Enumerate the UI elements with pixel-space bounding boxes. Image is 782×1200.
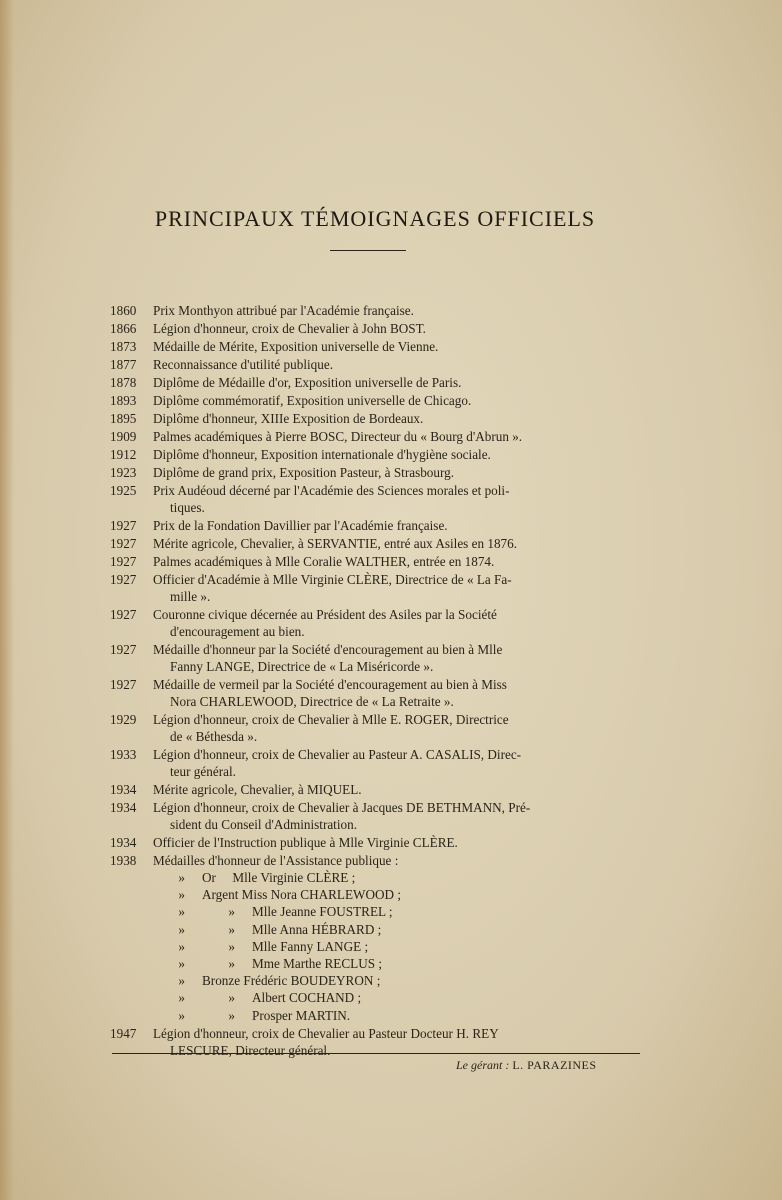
entry-line: Reconnaissance d'utilité publique.	[153, 357, 333, 372]
ditto-mark: »	[178, 904, 185, 920]
medal-text: Mme Marthe RECLUS ;	[252, 956, 383, 972]
entry-text	[153, 606, 640, 640]
entry-line-continued: Nora CHARLEWOOD, Directrice de « La Retraite ».	[170, 694, 454, 709]
entry-text	[153, 517, 640, 534]
medal-item	[110, 938, 640, 955]
entry-line: Médaille de Mérite, Exposition universelle de Vienne.	[153, 339, 439, 354]
medal-item	[110, 869, 640, 886]
medal-text: Prosper MARTIN.	[252, 1007, 351, 1023]
entry-year: 1927	[110, 642, 137, 657]
medal-item	[110, 886, 640, 903]
page-title: PRINCIPAUX TÉMOIGNAGES OFFICIELS	[154, 206, 596, 231]
entry-year: 1909	[110, 429, 137, 444]
medal-item	[110, 955, 640, 972]
entry-line: Officier d'Académie à Mlle Virginie CLÈRE, Directrice de « La Fa-	[153, 572, 512, 587]
entry-text	[153, 356, 640, 373]
ditto-mark: »	[178, 870, 185, 885]
ditto-mark: »	[228, 938, 235, 954]
entry-line: Légion d'honneur, croix de Chevalier au Pasteur Docteur H. REY	[153, 1025, 499, 1041]
entry-text	[153, 834, 640, 851]
entry-text	[153, 464, 640, 481]
entry-year: 1866	[110, 321, 137, 336]
entry-text	[153, 374, 640, 391]
entry-year: 1860	[110, 303, 137, 318]
entry-line: Prix Audéoud décerné par l'Académie des Sciences morales et poli-	[153, 483, 510, 498]
entry-year: 1947	[110, 1025, 137, 1041]
ditto-mark: »	[228, 956, 235, 972]
entry-line: Diplôme d'honneur, XIIIe Exposition de Bordeaux.	[153, 411, 424, 426]
entry-text	[153, 302, 640, 319]
entry-year: 1877	[110, 357, 137, 372]
entry-line-continued: teur général.	[170, 764, 236, 779]
entry-line: Médailles d'honneur de l'Assistance publique :	[153, 853, 399, 868]
entry-line: Légion d'honneur, croix de Chevalier à Mlle E. ROGER, Directrice	[153, 712, 509, 727]
entry-year: 1929	[110, 712, 137, 727]
awards-list	[110, 301, 640, 1059]
entry-year: 1934	[110, 782, 137, 797]
medal-item	[110, 989, 640, 1006]
ditto-mark: »	[228, 1007, 235, 1023]
entry-line: Officier de l'Instruction publique à Mlle Virginie CLÈRE.	[153, 835, 458, 850]
list-item	[110, 571, 640, 605]
medal-item	[110, 921, 640, 938]
list-item	[110, 535, 640, 552]
entry-line-continued: tiques.	[170, 500, 205, 515]
entry-text	[153, 446, 640, 463]
entry-line: Légion d'honneur, croix de Chevalier à John BOST.	[153, 321, 426, 336]
entry-text	[153, 711, 640, 745]
ditto-mark: »	[178, 990, 185, 1006]
entry-text	[153, 571, 640, 605]
entry-line: Légion d'honneur, croix de Chevalier au Pasteur A. CASALIS, Direc-	[153, 747, 522, 762]
entry-line: Palmes académiques à Pierre BOSC, Directeur du « Bourg d'Abrun ».	[153, 429, 523, 444]
entry-line-continued: mille ».	[170, 589, 211, 604]
entry-line: Légion d'honneur, croix de Chevalier à Jacques DE BETHMANN, Pré-	[153, 800, 531, 815]
entry-text	[153, 852, 640, 869]
entry-line-continued: sident du Conseil d'Administration.	[170, 817, 357, 832]
entry-text	[153, 676, 640, 710]
medal-item	[110, 903, 640, 920]
list-item	[110, 338, 640, 355]
entry-text	[153, 338, 640, 355]
entry-line: Prix Monthyon attribué par l'Académie française.	[153, 303, 414, 318]
entry-line: Diplôme commémoratif, Exposition universelle de Chicago.	[153, 393, 472, 408]
medal-item	[110, 1007, 640, 1024]
list-item	[110, 302, 640, 319]
entry-line: Palmes académiques à Mlle Coralie WALTHER, entrée en 1874.	[153, 554, 495, 569]
medal-item	[110, 972, 640, 989]
entry-year: 1927	[110, 607, 137, 622]
entry-year: 1938	[110, 853, 137, 868]
medal-text: Argent Miss Nora CHARLEWOOD ;	[202, 887, 402, 903]
footer-name: L. PARAZINES	[512, 1058, 597, 1072]
footer-label: Le gérant :	[456, 1058, 510, 1072]
entry-line: Prix de la Fondation Davillier par l'Académie française.	[153, 518, 448, 533]
entry-text	[153, 641, 640, 675]
list-item	[110, 410, 640, 427]
entry-line: Médaille d'honneur par la Société d'encouragement au bien à Mlle	[153, 642, 503, 657]
entry-line: Médaille de vermeil par la Société d'encouragement au bien à Miss	[153, 677, 507, 692]
list-item	[110, 320, 640, 337]
ditto-mark: »	[178, 1007, 185, 1023]
entry-line: Diplôme de grand prix, Exposition Pasteur, à Strasbourg.	[153, 465, 455, 480]
medal-text: Mlle Jeanne FOUSTREL ;	[252, 904, 393, 920]
entry-line: Diplôme d'honneur, Exposition internationale d'hygiène sociale.	[153, 447, 491, 462]
entry-text	[153, 482, 640, 516]
list-item	[110, 464, 640, 481]
list-item	[110, 606, 640, 640]
list-item	[110, 482, 640, 516]
entry-year: 1933	[110, 747, 137, 762]
entry-year: 1927	[110, 572, 137, 587]
entry-text	[153, 799, 640, 833]
list-item	[110, 834, 640, 851]
ditto-mark: »	[178, 921, 185, 937]
entry-line-continued: d'encouragement au bien.	[170, 624, 305, 639]
list-item	[110, 676, 640, 710]
entry-year: 1934	[110, 800, 137, 815]
entry-text	[153, 781, 640, 798]
footer	[456, 1058, 597, 1073]
entry-year: 1927	[110, 518, 137, 533]
entry-line-continued: Fanny LANGE, Directrice de « La Miséricorde ».	[170, 659, 434, 674]
entry-year: 1925	[110, 483, 137, 498]
list-item	[110, 392, 640, 409]
entry-text	[153, 746, 640, 780]
entry-year: 1927	[110, 677, 137, 692]
ditto-mark: »	[228, 904, 235, 920]
entry-year: 1927	[110, 536, 137, 551]
entry-year: 1923	[110, 465, 137, 480]
footer-rule	[112, 1053, 640, 1054]
ditto-mark: »	[228, 990, 235, 1006]
ditto-mark: »	[178, 887, 185, 903]
list-item	[110, 553, 640, 570]
entry-line: Diplôme de Médaille d'or, Exposition universelle de Paris.	[153, 375, 462, 390]
ditto-mark: »	[178, 973, 185, 989]
medal-text: Albert COCHAND ;	[252, 990, 362, 1006]
entry-line: Mérite agricole, Chevalier, à MIQUEL.	[153, 782, 362, 797]
ditto-mark: »	[228, 921, 235, 937]
entry-line-continued: LESCURE, Directeur général.	[170, 1042, 331, 1058]
medal-text: Bronze Frédéric BOUDEYRON ;	[202, 973, 381, 989]
entry-text	[153, 553, 640, 570]
entry-year: 1873	[110, 339, 137, 354]
entry-text	[153, 320, 640, 337]
entry-year: 1912	[110, 447, 137, 462]
entry-year: 1927	[110, 554, 137, 569]
entry-text	[153, 410, 640, 427]
medal-text: Or Mlle Virginie CLÈRE ;	[202, 870, 356, 885]
list-item	[110, 799, 640, 833]
entry-line: Mérite agricole, Chevalier, à SERVANTIE, entré aux Asiles en 1876.	[153, 536, 518, 551]
title-underline	[330, 250, 406, 251]
ditto-mark: »	[178, 938, 185, 954]
entry-year: 1878	[110, 375, 137, 390]
list-item	[110, 517, 640, 534]
list-item	[110, 374, 640, 391]
list-item	[110, 356, 640, 373]
paper-edge	[0, 0, 14, 1200]
entry-year: 1934	[110, 835, 137, 850]
entry-line-continued: de « Béthesda ».	[170, 729, 258, 744]
list-item	[110, 446, 640, 463]
entry-year: 1893	[110, 393, 137, 408]
list-item	[110, 781, 640, 798]
list-item	[110, 428, 640, 445]
entry-year: 1895	[110, 411, 137, 426]
entry-text	[153, 392, 640, 409]
entry-line: Couronne civique décernée au Président des Asiles par la Société	[153, 607, 497, 622]
medal-text: Mlle Fanny LANGE ;	[252, 938, 369, 954]
list-item	[110, 852, 640, 869]
entry-text	[153, 535, 640, 552]
list-item	[110, 746, 640, 780]
medal-text: Mlle Anna HÉBRARD ;	[252, 921, 382, 937]
ditto-mark: »	[178, 956, 185, 972]
list-item	[110, 641, 640, 675]
entry-text	[153, 428, 640, 445]
list-item	[110, 711, 640, 745]
